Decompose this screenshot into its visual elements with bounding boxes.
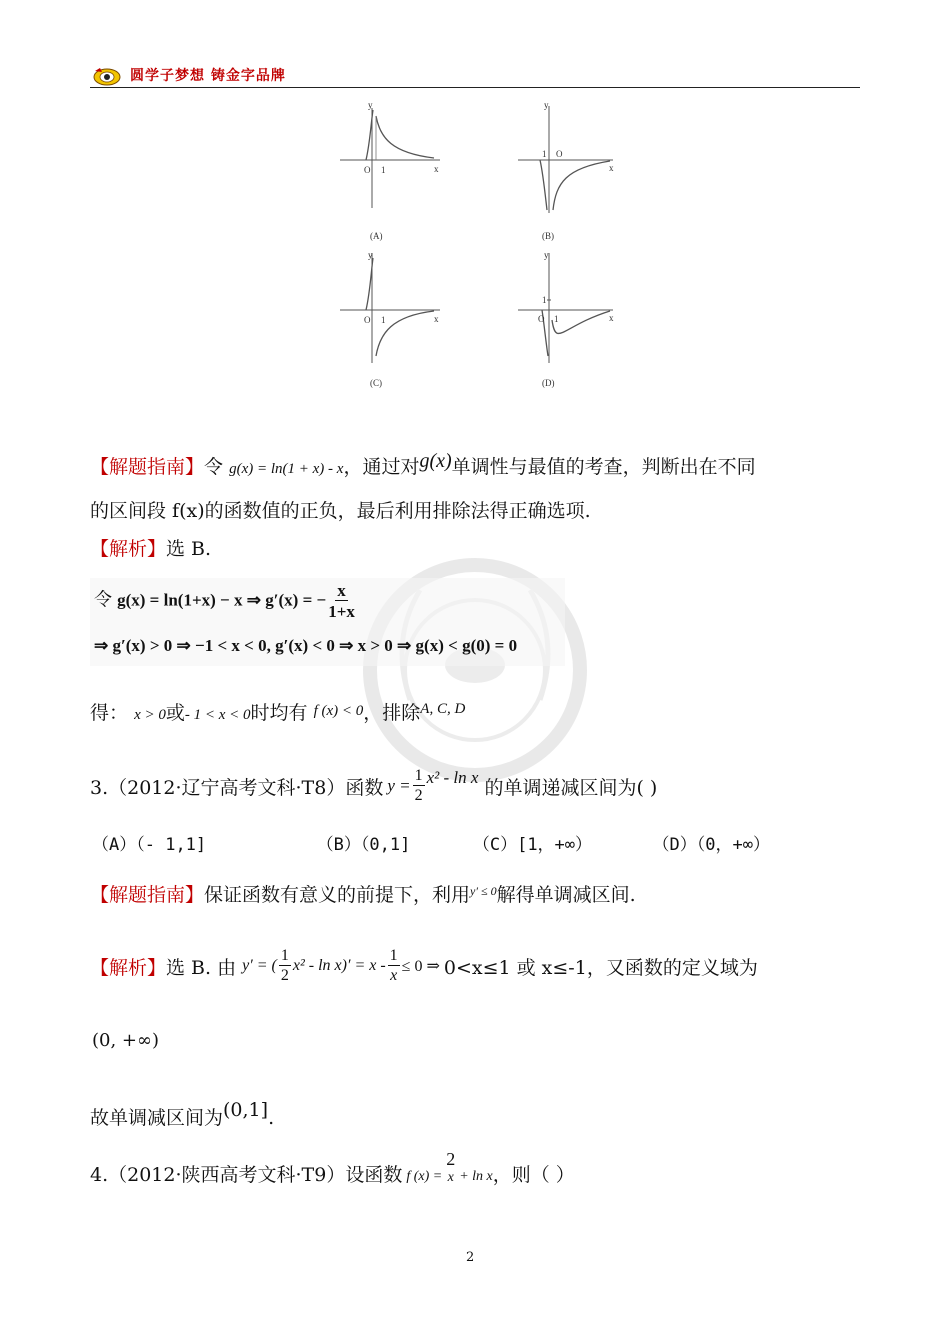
graph-b-x-label: x bbox=[609, 163, 614, 173]
q2-guide-line-1 bbox=[90, 452, 756, 479]
q2-guide-tag: 【解题指南】 bbox=[90, 456, 205, 478]
q3-analysis-derivative bbox=[242, 948, 440, 984]
q2-result-or: 或 bbox=[165, 702, 185, 724]
graph-b-y-label: y bbox=[544, 100, 549, 110]
graph-d-label: (D) bbox=[542, 378, 555, 388]
q2-guide-g: g(x) bbox=[419, 450, 452, 472]
page-number: 2 bbox=[466, 1250, 475, 1265]
graph-a-y-label: y bbox=[368, 100, 373, 110]
q3-stem bbox=[90, 768, 657, 804]
fraction-denominator: 1+x bbox=[328, 602, 355, 621]
graph-c-y-label: y bbox=[368, 250, 373, 260]
q3-analysis-fraction-1 bbox=[279, 948, 291, 984]
fraction-numerator: x bbox=[337, 581, 346, 600]
q2-result-excluded: A, C, D bbox=[420, 701, 466, 717]
q3-guide-tag: 【解题指南】 bbox=[90, 884, 205, 906]
graph-b-one: 1 bbox=[542, 149, 547, 159]
q3-options bbox=[92, 830, 770, 855]
fraction-denominator: 2 bbox=[414, 787, 423, 804]
header-slogan: 圆学子梦想 铸金字品牌 bbox=[130, 68, 286, 84]
q3-analysis-m2: x² - ln x)′ = x - bbox=[292, 957, 386, 974]
q3-analysis-fraction-2 bbox=[388, 948, 400, 984]
q3-domain: (0, +∞) bbox=[92, 1030, 160, 1051]
graph-a-x-label: x bbox=[434, 164, 439, 174]
q3-conclusion bbox=[90, 1099, 275, 1130]
q3-conclusion-interval: (0,1] bbox=[223, 1099, 269, 1121]
fraction-numerator: 1 bbox=[414, 767, 423, 784]
q2-result-cond-1: x > 0 bbox=[134, 707, 166, 723]
graph-c bbox=[340, 250, 440, 388]
q2-analysis-tag: 【解析】 bbox=[90, 538, 167, 560]
graph-c-origin: O bbox=[364, 315, 371, 325]
graph-b-origin: O bbox=[556, 149, 563, 159]
fraction-denominator: x bbox=[390, 967, 398, 984]
q3-guide-condition: y′ ≤ 0 bbox=[470, 884, 497, 898]
graph-b-label: (B) bbox=[542, 231, 554, 241]
graph-a-origin: O bbox=[364, 165, 371, 175]
q2-derivation-fraction bbox=[328, 582, 355, 620]
q3-analysis-m3: ≤ 0 ⇒ bbox=[401, 958, 440, 975]
q3-analysis-m1: y′ = ( bbox=[242, 957, 277, 974]
q2-guide-text-b: ，通过对 bbox=[343, 456, 420, 478]
q3-stem-text-a: 3.（2012·辽宁高考文科·T8）函数 bbox=[90, 776, 384, 799]
q3-analysis-tag: 【解析】 bbox=[90, 956, 167, 979]
q2-analysis-text: 选 B. bbox=[166, 538, 212, 560]
q3-function-y: y = bbox=[387, 776, 411, 795]
q2-derivation-ling: 令 bbox=[94, 589, 112, 611]
q2-guide-line-2: 的区间段 f(x)的函数值的正负，最后利用排除法得正确选项. bbox=[90, 500, 591, 522]
graph-c-one: 1 bbox=[381, 315, 386, 325]
q2-result-de: 得： bbox=[90, 702, 129, 724]
q3-stem-text-b: 的单调递减区间为( ) bbox=[484, 776, 658, 799]
q4-function-tail: + ln x bbox=[459, 1169, 493, 1184]
graph-a-one: 1 bbox=[381, 165, 386, 175]
q4-function-f: f (x) = bbox=[406, 1169, 443, 1184]
q2-result-cond-2: - 1 < x < 0 bbox=[184, 707, 251, 723]
q3-option-a[interactable]: （A）（- 1,1] bbox=[92, 835, 207, 855]
q3-guide-text-b: 解得单调减区间. bbox=[496, 884, 636, 906]
q2-result-f: f (x) < 0 bbox=[313, 703, 364, 719]
q3-option-c[interactable]: （C）[1，+∞） bbox=[472, 835, 593, 855]
fraction-numerator: 1 bbox=[389, 947, 398, 964]
fraction-denominator: x bbox=[447, 1169, 454, 1185]
q4-stem bbox=[90, 1148, 575, 1189]
q3-analysis-text-a: 选 B. 由 bbox=[166, 956, 237, 979]
q3-function-fraction bbox=[413, 768, 425, 804]
q2-guide-text-c: 单调性与最值的考查，判断出在不同 bbox=[451, 456, 756, 478]
q4-function-fraction bbox=[444, 1150, 457, 1185]
q3-guide-text-a: 保证函数有意义的前提下，利用 bbox=[204, 884, 471, 906]
fraction-numerator: 1 bbox=[280, 947, 289, 964]
q3-function bbox=[387, 768, 478, 804]
q4-stem-text-a: 4.（2012·陕西高考文科·T9）设函数 bbox=[90, 1164, 403, 1186]
graph-c-x-label: x bbox=[434, 314, 439, 324]
graph-d-x-label: x bbox=[609, 313, 614, 323]
graph-d bbox=[518, 250, 614, 388]
graph-c-label: (C) bbox=[370, 378, 382, 388]
q4-stem-text-b: ，则（ ） bbox=[492, 1164, 575, 1186]
graph-a bbox=[340, 100, 440, 241]
graph-d-y-label: y bbox=[544, 250, 549, 260]
q2-derivation-line-2: ⇒ g′(x) > 0 ⇒ −1 < x < 0, g′(x) < 0 ⇒ x > 0 ⇒ g(x) < g(0) = 0 bbox=[94, 636, 518, 655]
q4-function bbox=[406, 1148, 493, 1189]
q2-result-text-b: 时均有 bbox=[250, 702, 308, 724]
fraction-numerator: 2 bbox=[446, 1148, 456, 1169]
graph-d-origin: O bbox=[538, 314, 545, 324]
q3-function-tail: x² - ln x bbox=[426, 768, 479, 787]
q2-result-line bbox=[90, 698, 465, 725]
q3-conclusion-text: 故单调减区间为 bbox=[90, 1107, 224, 1129]
q2-derivation-line-1 bbox=[94, 582, 357, 620]
graph-b bbox=[518, 100, 614, 241]
graph-d-one: 1 bbox=[554, 314, 559, 324]
q2-analysis-line bbox=[90, 534, 211, 561]
header-divider bbox=[90, 87, 860, 88]
q3-option-b[interactable]: （B）（0,1] bbox=[316, 835, 411, 855]
graph-d-one-y: 1 bbox=[542, 295, 547, 305]
q3-option-d[interactable]: （D）（0，+∞） bbox=[652, 835, 770, 855]
q3-guide-line bbox=[90, 880, 636, 907]
graph-a-label: (A) bbox=[370, 231, 383, 241]
q2-derivation-formula: g(x) = ln(1+x) − x ⇒ g′(x) = − bbox=[117, 590, 327, 610]
graph-options-figure bbox=[330, 98, 630, 398]
q3-analysis-text-b: 0<x≤1 或 x≤-1，又函数的定义域为 bbox=[443, 956, 758, 979]
q2-guide-text-a: 令 bbox=[204, 456, 224, 478]
q2-result-text-c: ，排除 bbox=[363, 702, 421, 724]
logo bbox=[92, 65, 122, 87]
q3-analysis-line bbox=[90, 948, 758, 984]
fraction-denominator: 2 bbox=[280, 967, 289, 984]
q2-guide-function: g(x) = ln(1 + x) - x bbox=[229, 461, 344, 477]
q3-conclusion-period: . bbox=[268, 1107, 275, 1129]
